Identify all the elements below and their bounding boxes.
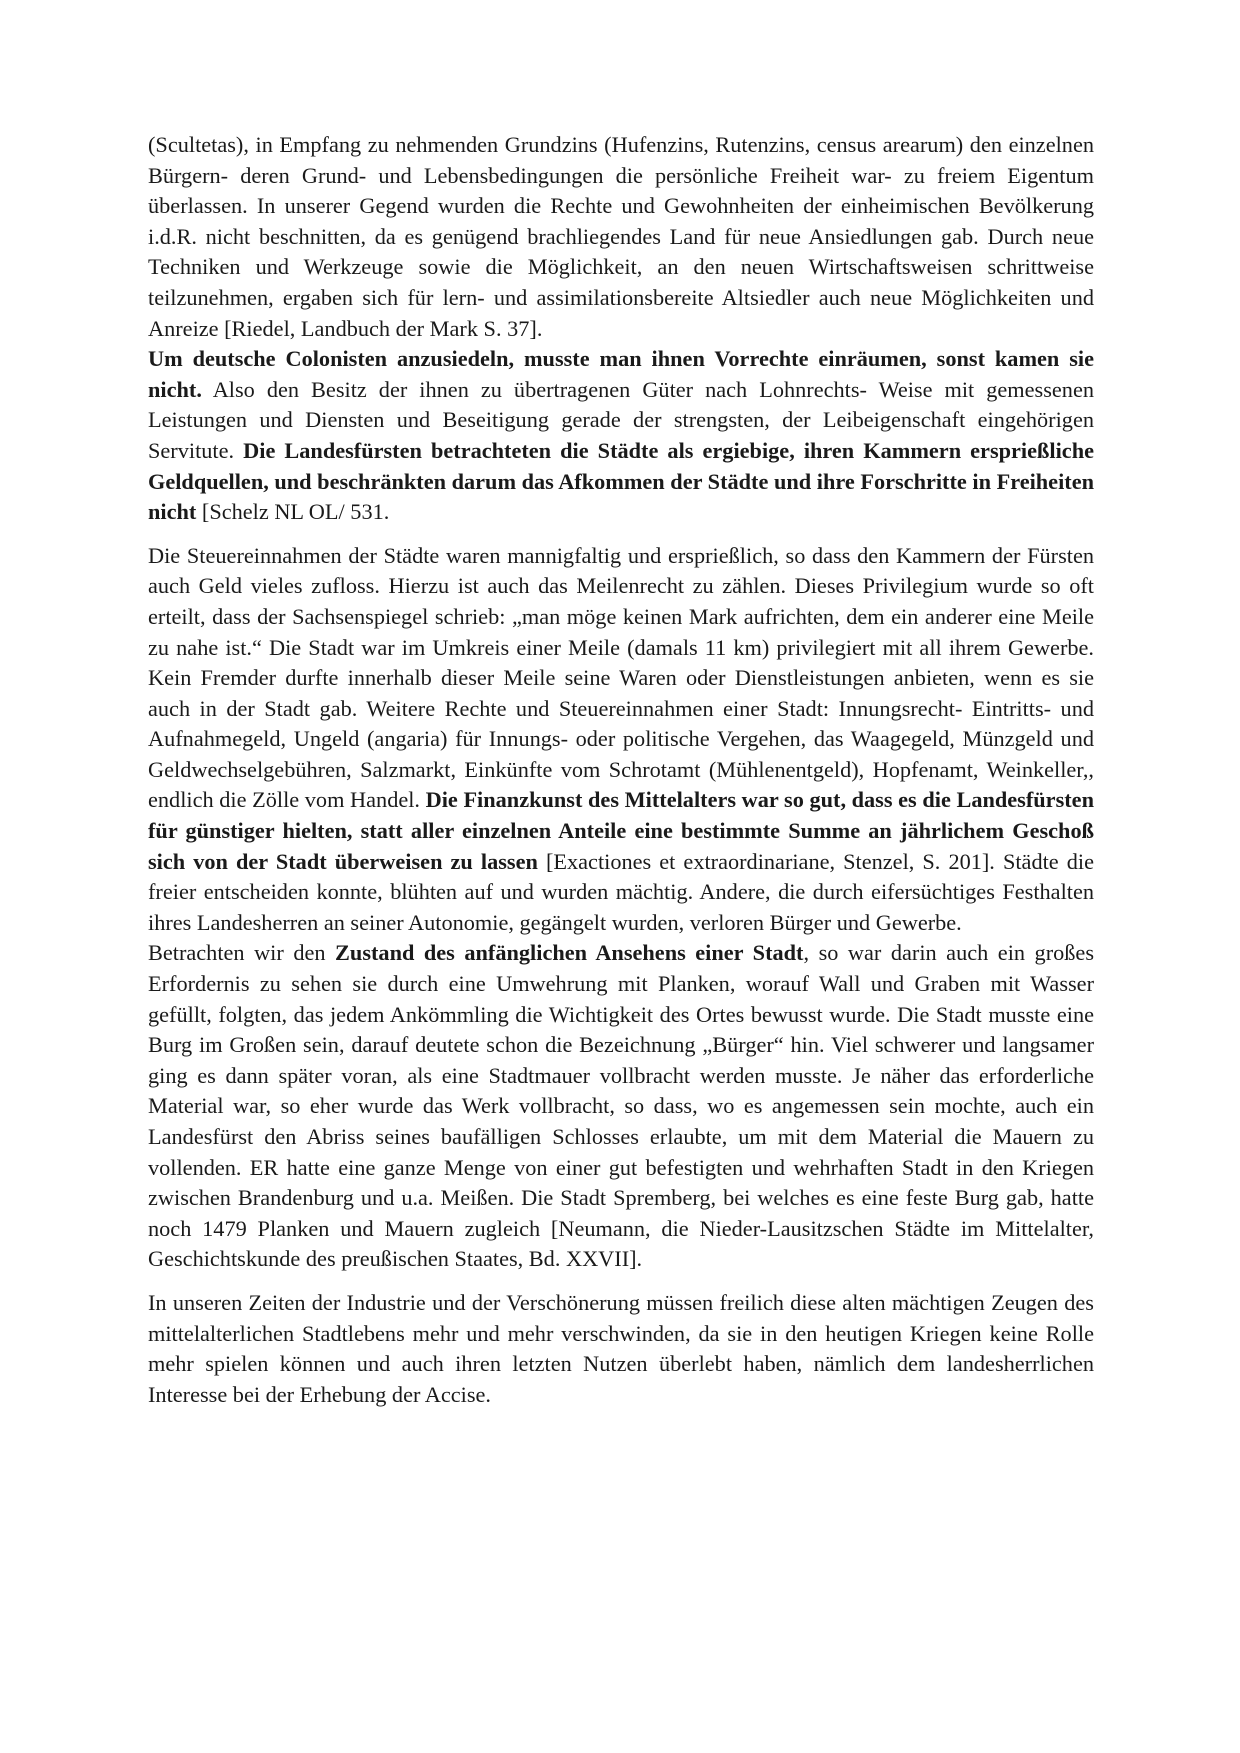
paragraph-4-text: , so war darin auch ein großes Erfordernis zu sehen sie durch eine Umwehrung mit Planken, worauf Wall und Graben mit Wasser gefüllt, folgten, das jedem Ankömmling die Wichtigkeit des Ortes bewusst wurde. Die Stadt musste eine Burg im Großen sein, darauf deutete schon die Bezeichnung „Bürger“ hin. Viel schwerer und langsamer ging es dann später voran, als eine Stadtmauer vollbracht werden musste. Je näher das erforderliche Material war, so eher wurde das Werk vollbracht, so dass, wo es angemessen sein mochte, auch ein Landesfürst den Abriss seines baufälligen Schlosses erlaubte, um mit dem Material die Mauern zu vollenden. ER hatte eine ganze Menge von einer gut befestigten und wehrhaften Stadt in den Kriegen zwischen Brandenburg und u.a. Meißen. Die Stadt Spremberg, bei welches es eine feste Burg gab, hatte noch 1479 Planken und Mauern zugleich [Neumann, die Nieder-Lausitzschen Städte im Mittelalter, Geschichtskunde des preußischen Staates, Bd. XXVII].: [148, 940, 1094, 1272]
paragraph-3-text: Die Steuereinnahmen der Städte waren mannigfaltig und ersprießlich, so dass den Kammern der Fürsten auch Geld vieles zufloss. Hierzu ist auch das Meilenrecht zu zählen. Dieses Privilegium wurde so oft erteilt, dass der Sachsenspiegel schrieb: „man möge keinen Mark aufrichten, dem ein anderer eine Meile zu nahe ist.“ Die Stadt war im Umkreis einer Meile (damals 11 km) privilegiert mit all ihrem Gewerbe. Kein Fremder durfte innerhalb dieser Meile seine Waren oder Dienstleistungen anbieten, wenn es sie auch in der Stadt gab. Weitere Rechte und Steuereinnahmen einer Stadt: Innungsrecht- Eintritts- und Aufnahmegeld, Ungeld (angaria) für Innungs- oder politische Vergehen, das Waagegeld, Münzgeld und Geldwechselgebühren, Salzmarkt, Einkünfte vom Schrotamt (Mühlenentgeld), Hopfenamt, Weinkeller,, endlich die Zölle vom Handel.: [148, 542, 1094, 813]
paragraph-1-text: (Scultetas), in Empfang zu nehmenden Grundzins (Hufenzins, Rutenzins, census arearum) den einzelnen Bürgern- deren Grund- und Lebensbedingungen die persönliche Freiheit war- zu freiem Eigentum überlassen. In unserer Gegend wurden die Rechte und Gewohnheiten der einheimischen Bevölkerung i.d.R. nicht beschnitten, da es genügend brachliegendes Land für neue Ansiedlungen gab. Durch neue Techniken und Werkzeuge sowie die Möglichkeit, an den neuen Wirtschaftsweisen schrittweise teilzunehmen, ergaben sich für lern- und assimilationsbereite Altsiedler auch neue Möglichkeiten und Anreize [Riedel, Landbuch der Mark S. 37].: [148, 132, 1094, 341]
paragraph-3-citation: [Exactiones et extraordinariane, Stenzel, S. 201]. Städte die freier entscheiden konnte, blühten auf und wurden mächtig. Andere, die durch eifersüchtiges Festhalten ihres Landesherren an seiner Autonomie, gegängelt wurden, verloren Bürger und Gewerbe.: [148, 848, 1094, 935]
paragraph-4: [148, 938, 1094, 1275]
paragraph-2-citation: [Schelz NL OL/ 531.: [196, 499, 390, 525]
paragraph-2-text: Also den Besitz der ihnen zu übertragenen Güter nach Lohnrechts- Weise mit gemessenen Leistungen und Diensten und Beseitigung gerade der strengsten, der Leibeigenschaft eingehörigen Servitute.: [148, 376, 1094, 463]
paragraph-4-lead: Betrachten wir den: [148, 940, 336, 966]
paragraph-5: [148, 1288, 1094, 1410]
paragraph-3-bold-finanzkunst: Die Finanzkunst des Mittelalters war so gut, dass es die Landesfürsten für günstiger hielten, statt aller einzelnen Anteile eine bestimmte Summe an jährlichem Geschoß sich von der Stadt überweisen zu lassen: [148, 787, 1094, 874]
paragraph-2-bold-landesfuersten: Die Landesfürsten betrachteten die Städte als ergiebige, ihren Kammern ersprießliche Geldquellen, und beschränkten darum das Afkommen der Städte und ihre Forschritte in Freiheiten nicht: [148, 437, 1094, 525]
paragraph-2-bold-colonists: Um deutsche Colonisten anzusiedeln, musste man ihnen Vorrechte einräumen, sonst kamen sie nicht.: [148, 346, 1094, 402]
paragraph-2: [148, 344, 1094, 528]
document-body: [148, 130, 1094, 1410]
paragraph-1: [148, 130, 1094, 344]
paragraph-3: [148, 541, 1094, 939]
paragraph-5-text: In unseren Zeiten der Industrie und der Verschönerung müssen freilich diese alten mächtigen Zeugen des mittelalterlichen Stadtlebens mehr und mehr verschwinden, da sie in den heutigen Kriegen keine Rolle mehr spielen können und auch ihren letzten Nutzen überlebt haben, nämlich dem landesherrlichen Interesse bei der Erhebung der Accise.: [148, 1289, 1094, 1407]
paragraph-4-bold-zustand: Zustand des anfänglichen Ansehens einer Stadt: [335, 940, 804, 966]
